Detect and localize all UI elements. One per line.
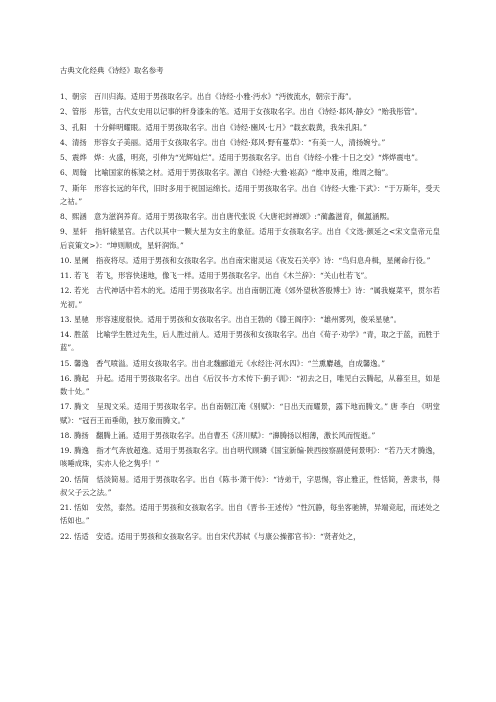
- entry-paragraph: 5、震烨 烨：火盛，明亮，引伸为“光辉灿烂”。适用于男孩取名字。出自《诗经·小雅·十日之交》“烨烨震电”。: [60, 153, 423, 162]
- entry-paragraph: 7、斯年 形容长远的年代，旧时多用于祝国运绵长。适用于男孩取名字。出自《诗经·大雅·下武》：“于万斯年，受天之祜。”: [60, 183, 440, 206]
- entry-paragraph: 3、孔阳 十分鲜明耀眼。适用于男孩取名字。出自《诗经·豳风·七月》“载玄载黄，我朱孔阳。”: [60, 122, 367, 132]
- entry-paragraph: 20. 恬简 恬淡简易。适用于男孩取名字。出自《陈书·萧干传》：“诗弟干，字思惕，容止雅正，性恬简，善隶书，得叔父子云之法。”: [60, 474, 440, 497]
- entry-paragraph: 12. 若光 古代神话中若木的光。适用于男孩取名字。出自南朝江淹《郊外望秋答殷博士》诗：“属我嶷菜平，贯尔若光初。”: [60, 286, 440, 309]
- entry-paragraph: 6、周翰 比喻国家的栋梁之材。适用于男孩取名字。源自《诗经·大雅·崧高》“维申及甫，维周之翰”。: [60, 168, 393, 178]
- entry-paragraph: 22. 恬适 安适。适用于男孩和女孩取名字。出自宋代苏轼《与康公操都官书》：“贤者处之，: [60, 531, 361, 541]
- entry-paragraph: 19. 腾逸 指才气奔放超逸。适用于男孩取名字。出自明代顾璘《国宝新编·陕西按察副使何景明》：“若乃天才腾逸，咳唾成珠，实亦人伦之隽乎！”: [60, 446, 440, 469]
- entry-paragraph: 4、清扬 形容女子美丽。适用于女孩取名字。出自《诗经·郑风·野有蔓草》：“有美一人，清扬婉兮。”: [60, 137, 386, 147]
- entry-paragraph: 10. 星阑 指夜将尽。适用于男孩和女孩取名字。出自南宋谢灵运《夜发石关亭》诗：“鸟归息舟楫，星阑命行役。”: [60, 255, 431, 265]
- entry-paragraph: 14. 胜蓝 比喻学生胜过先生，后人胜过前人。适用于男孩和女孩取名字。出自《荀子·劝学》“青，取之于蓝，而胜于蓝”。: [60, 330, 440, 353]
- entry-paragraph: 21. 恬如 安然，泰然。适用于男孩和女孩取名字。出自《晋书·王述传》“性沉静，每坐客驰辨，异端竞起，而述处之恬如也。”: [60, 503, 440, 526]
- entry-paragraph: 8、熙涵 意为滋润养育。适用于男孩取名字。出自唐代张说《大唐祀封禅颂》:“蔺蠡滋育，佩氲涵熙。: [60, 212, 395, 221]
- entry-list: [60, 90, 440, 545]
- document-title: 古典文化经典《诗经》取名参考: [60, 66, 164, 75]
- entry-paragraph: 16. 腾起 升起。适用于男孩取名字。出自《后汉书·方术传下·蓟子训》：“初去之日，唯见白云腾起，从暮至旦，如是数十处。”: [60, 373, 440, 396]
- entry-paragraph: 9、星轩 指轩辕星宫。古代以其中一颗大星为女主的象征。适用于女孩取名字。出自《文选·颜延之<宋文皇帝元皇后哀策文>》：“坤则顺成，星轩润饰。”: [60, 227, 440, 250]
- entry-paragraph: 1、朝宗 百川归海。适用于男孩取名字。出自《诗经·小雅·沔水》“沔彼流水，朝宗于海”。: [60, 92, 356, 101]
- entry-paragraph: 18. 腾扬 翻腾上涌。适用于男孩取名字。出自曹丕《济川赋》：“濞腾扬以相薄，激长风而恆逝。”: [60, 430, 376, 440]
- entry-paragraph: 13. 星驰 形容速度很快。适用于男孩和女孩取名字。出自王勃的《滕王阁序》：“雄州雾列，俊采星驰”。: [60, 314, 401, 324]
- entry-paragraph: 17. 腾文 呈现文采。适用于男孩取名字。出自南朝江淹《别赋》：“日出天而耀景，露下地而腾文。” 唐 李白 《明堂赋》：“冠百王而垂勋，独万象而腾文。”: [60, 402, 440, 425]
- entry-paragraph: 15. 馨逸 香气喷溢。适用女孩取名字。出自北魏郦道元《水经注·河水四》：“兰熏麝越，自成馨逸。”: [60, 358, 385, 368]
- entry-paragraph: 2、管彤 彤管，古代女史用以记事的杆身漆朱的笔。适用于女孩取名字。出自《诗经·邶风·静女》“贻我彤管”。: [60, 107, 423, 117]
- entry-paragraph: 11. 若飞 若飞，形容快速地，像飞一样。适用于男孩取名字。出自《木兰辞》：“关山杜若飞”。: [60, 271, 372, 280]
